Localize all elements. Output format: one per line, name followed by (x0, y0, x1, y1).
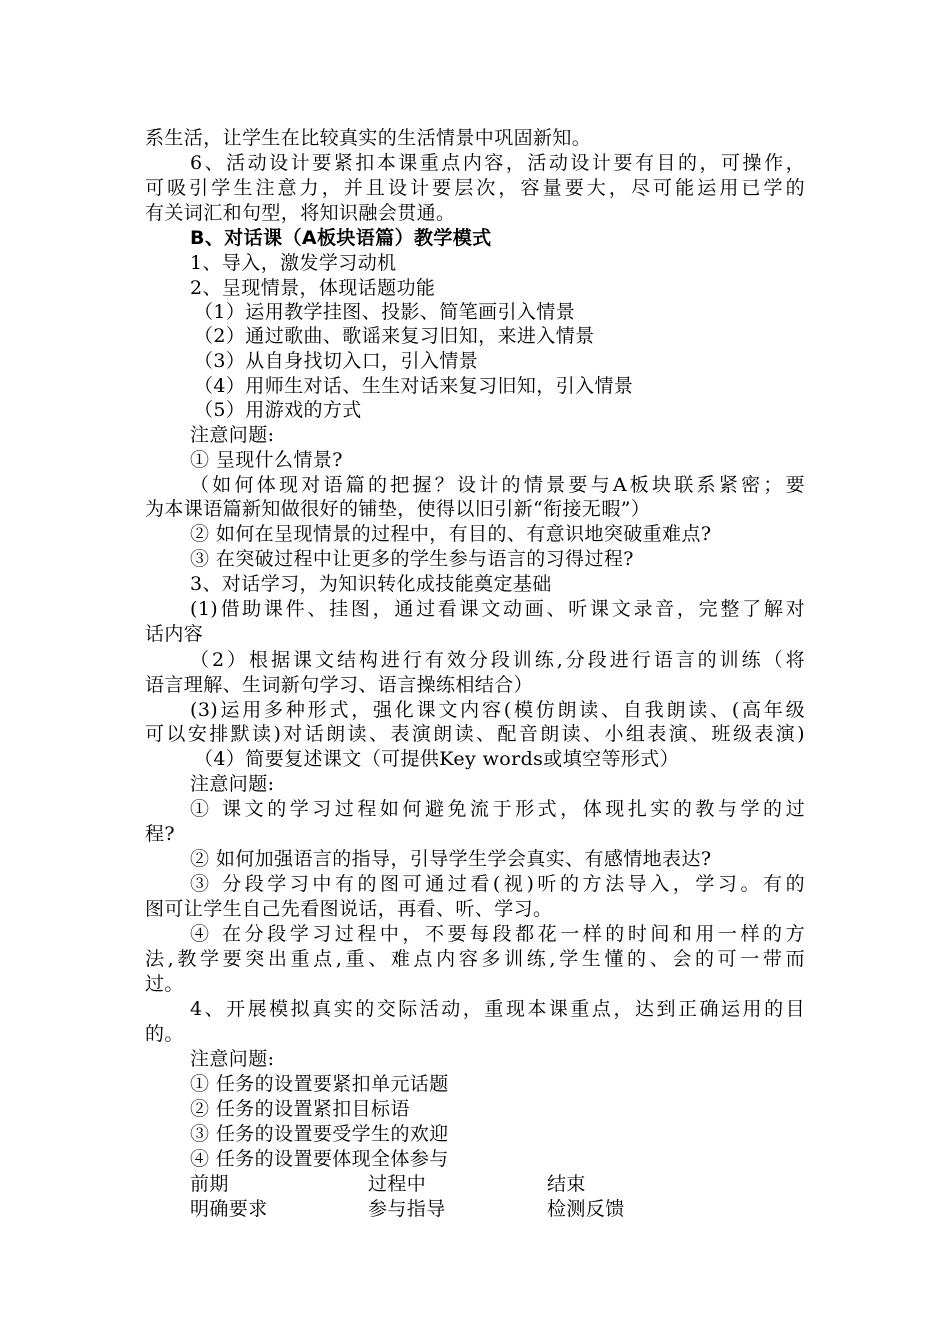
paragraph-line: 4、开展模拟真实的交际活动，重现本课重点，达到正确运用的目 (190, 998, 805, 1020)
paragraph-line: ① 呈现什么情景? (190, 449, 343, 471)
paragraph-line: ① 课文的学习过程如何避免流于形式，体现扎实的教与学的过 (190, 798, 805, 820)
paragraph-line: 2、呈现情景，体现话题功能 (190, 277, 436, 299)
paragraph-line: ① 任务的设置要紧扣单元话题 (190, 1073, 449, 1095)
paragraph-line: （如何体现对语篇的把握？设计的情景要与A板块联系紧密；要 (190, 474, 805, 496)
paragraph-line: 注意问题: (190, 424, 275, 446)
paragraph-line: ② 如何在呈现情景的过程中，有目的、有意识地突破重难点? (190, 523, 712, 545)
paragraph-line: 话内容 (145, 623, 204, 645)
paragraph-line: ④ 任务的设置要体现全体参与 (190, 1148, 449, 1170)
paragraph-line: 可吸引学生注意力，并且设计要层次，容量要大，尽可能运用已学的 (145, 177, 805, 199)
paragraph-line: 1、导入，激发学习动机 (190, 252, 397, 274)
paragraph-line: ② 任务的设置紧扣目标语 (190, 1098, 410, 1120)
paragraph-line: 6、活动设计要紧扣本课重点内容，活动设计要有目的，可操作， (190, 152, 805, 174)
paragraph-line: （5）用游戏的方式 (194, 399, 362, 421)
paragraph-line: （1）运用教学挂图、投影、简笔画引入情景 (194, 301, 576, 323)
paragraph-line: （2）根据课文结构进行有效分段训练,分段进行语言的训练（将 (190, 649, 805, 671)
paragraph-line: 3、对话学习，为知识转化成技能奠定基础 (190, 573, 552, 595)
paragraph-line: 图可让学生自己先看图说话，再看、听、学习。 (145, 898, 553, 920)
paragraph-line: （3）从自身找切入口，引入情景 (194, 350, 479, 372)
section-heading: B、对话课（A板块语篇）教学模式 (190, 227, 492, 249)
paragraph-line: 注意问题: (190, 1048, 275, 1070)
stage-header: 过程中 (368, 1173, 427, 1195)
paragraph-line: ② 如何加强语言的指导，引导学生学会真实、有感情地表达? (190, 848, 712, 870)
paragraph-line: 系生活，让学生在比较真实的生活情景中巩固新知。 (145, 127, 592, 149)
stage-cell: 明确要求 (190, 1198, 268, 1220)
paragraph-line: 可以安排默读)对话朗读、表演朗读、配音朗读、小组表演、班级表演) (145, 723, 805, 745)
stage-header: 结束 (547, 1173, 586, 1195)
stage-cell: 参与指导 (368, 1198, 446, 1220)
paragraph-line: ③ 分段学习中有的图可通过看(视)听的方法导入，学习。有的 (190, 873, 805, 895)
paragraph-line: 法,教学要突出重点,重、难点内容多训练,学生懂的、会的可一带而 (145, 948, 805, 970)
stage-cell: 检测反馈 (547, 1198, 625, 1220)
paragraph-line: (1)借助课件、挂图，通过看课文动画、听课文录音，完整了解对 (190, 598, 805, 620)
paragraph-line: 程? (145, 823, 175, 845)
paragraph-line: 语言理解、生词新句学习、语言操练相结合） (145, 674, 534, 696)
paragraph-line: ④ 在分段学习过程中，不要每段都花一样的时间和用一样的方 (190, 923, 805, 945)
paragraph-line: (3)运用多种形式，强化课文内容(模仿朗读、自我朗读、(高年级 (190, 699, 805, 721)
paragraph-line: （2）通过歌曲、歌谣来复习旧知，来进入情景 (194, 325, 595, 347)
paragraph-line: 有关词汇和句型，将知识融会贯通。 (145, 202, 456, 224)
paragraph-line: 注意问题: (190, 773, 275, 795)
paragraph-line: ③ 在突破过程中让更多的学生参与语言的习得过程? (190, 548, 634, 570)
paragraph-line: ③ 任务的设置要受学生的欢迎 (190, 1123, 449, 1145)
paragraph-line: 为本课语篇新知做很好的铺垫，使得以旧引新“衔接无暇”） (145, 498, 651, 520)
paragraph-line: 过。 (145, 973, 184, 995)
paragraph-line: （4）用师生对话、生生对话来复习旧知，引入情景 (194, 375, 634, 397)
paragraph-line: （4）简要复述课文（可提供Key words或填空等形式） (194, 748, 680, 770)
paragraph-line: 的。 (145, 1023, 184, 1045)
stage-header: 前期 (190, 1173, 229, 1195)
